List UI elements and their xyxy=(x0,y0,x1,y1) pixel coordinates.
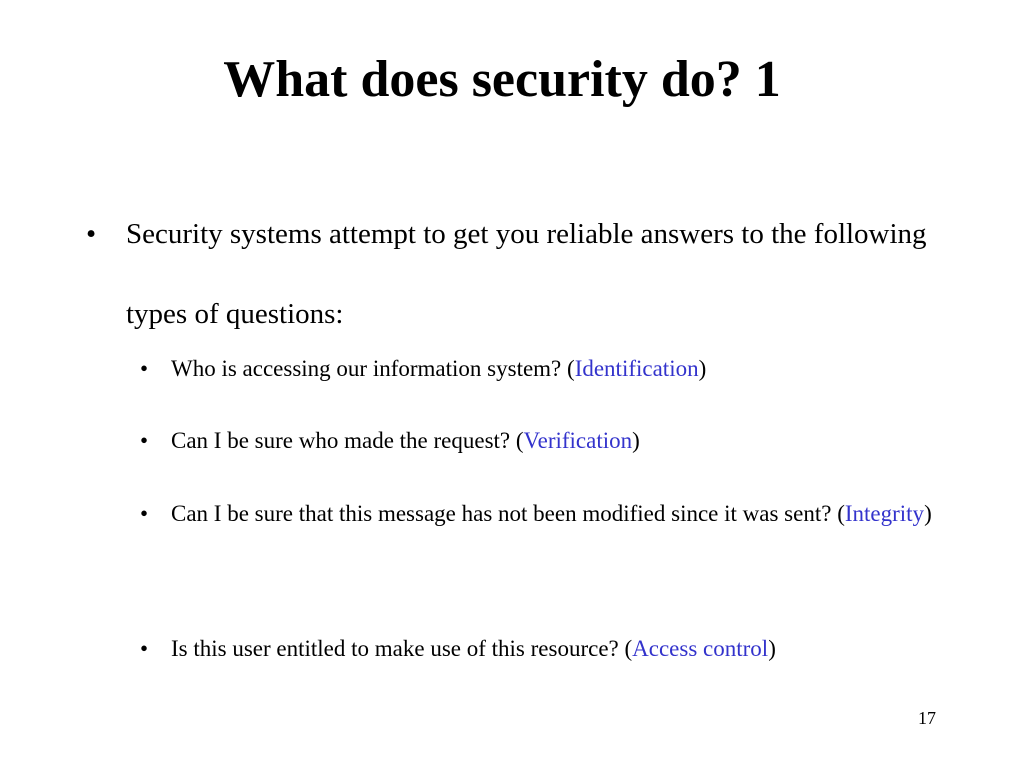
sub-bullet-item xyxy=(140,337,940,401)
closing-paren: ) xyxy=(924,501,932,526)
sub-bullet-item xyxy=(140,409,940,473)
closing-paren: ) xyxy=(698,356,707,381)
bullet-glyph: • xyxy=(140,636,149,661)
question-text: Is this user entitled to make use of this resource? ( xyxy=(171,636,633,661)
bullet-glyph: • xyxy=(140,501,149,526)
question-text: Can I be sure that this message has not been modified since it was sent? ( xyxy=(171,501,845,526)
bullet-glyph: • xyxy=(140,356,149,381)
sub-bullet-item xyxy=(140,617,940,681)
main-bullet xyxy=(86,194,956,354)
slide-title: What does security do? 1 xyxy=(223,51,781,108)
sub-bullet-text xyxy=(171,337,940,401)
security-term: Identification xyxy=(574,356,699,381)
security-term: Access control xyxy=(632,636,769,661)
question-text: Who is accessing our information system? ( xyxy=(171,356,575,381)
sub-bullet-text xyxy=(171,617,940,681)
security-term: Integrity xyxy=(844,501,925,526)
sub-bullet-text xyxy=(171,409,940,473)
closing-paren: ) xyxy=(632,428,640,453)
main-bullet-text: Security systems attempt to get you reliable answers to the following types of questions: xyxy=(126,218,927,330)
sub-bullet-text xyxy=(171,482,940,546)
security-term: Verification xyxy=(523,428,633,453)
sub-bullet-item xyxy=(140,482,940,546)
bullet-glyph: • xyxy=(86,218,97,250)
question-text: Can I be sure who made the request? ( xyxy=(171,428,524,453)
closing-paren: ) xyxy=(768,636,776,661)
page-number: 17 xyxy=(918,708,936,728)
bullet-glyph: • xyxy=(140,428,149,453)
